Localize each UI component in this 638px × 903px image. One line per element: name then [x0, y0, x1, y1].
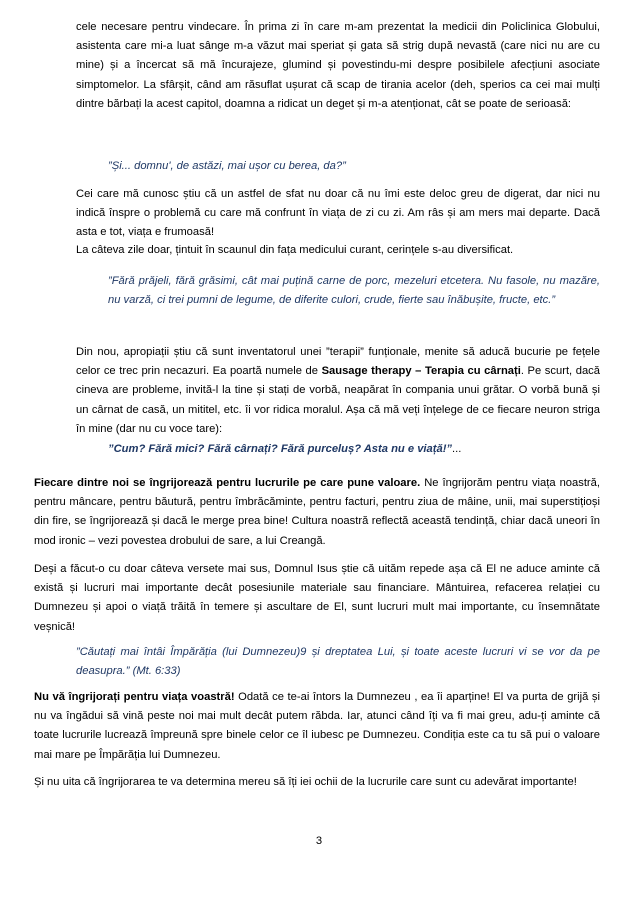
- worry-text: Ne îngrijorăm pentru viața noastră, pentru mâncare, pentru băutură, pentru îmbrăcăminte, pentru facturi, pentru ziua de mâine, unii, mai superstițioși din fire, se îngrijorează și dacă le merge prea bine! Cultura noastră reflectă această tendință, chiar dacă uneori în mod ironic – vezi povestea drobului de sare, a lui Creangă.: [34, 477, 600, 547]
- paragraph-closing: Și nu uita că îngrijorarea te va determina mereu să îți iei ochii de la lucrurile care sunt cu adevărat importante!: [34, 776, 577, 788]
- quote-neuron-ellipsis: ...: [452, 443, 462, 455]
- worry-bold: Fiecare dintre noi se îngrijorează pentru lucrurile pe care pune valoare.: [34, 477, 421, 489]
- paragraph-sausage-therapy: [76, 343, 600, 439]
- paragraph-dont-worry: [34, 688, 600, 765]
- page-number: 3: [315, 835, 323, 847]
- sausage-therapy-bold: Sausage therapy – Terapia cu cârnați: [321, 365, 521, 378]
- paragraph-intro: cele necesare pentru vindecare. În prima zi în care m-am prezentat la medicii din Policlinica Globului, asistenta care mi-a luat sânge m-a văzut mai speriat și gata să strig după nevastă (care nici nu are cu mine) și a încercat să mă încurajeze, glumind și povestindu-mi despre posibilele afecțiuni asociate simptomelor. La sfârșit, când am răsuflat ușurat că scap de tirania acelor (deh, sperios ca cei mai mulți dintre bărbați la acest capitol, doamna a ridicat un deget și m-a atenționat, cât se poate de serioasă:: [76, 21, 600, 110]
- paragraph-doctor: La câteva zile doar, țintuit în scaunul din fața medicului curant, cerințele s-au diversificat.: [76, 244, 514, 256]
- quote-neuron: [108, 440, 600, 459]
- dont-worry-text: Odată ce te-ai întors la Dumnezeu , ea îi aparține! El va purta de grijă și nu va îngădui să vină peste noi mai mult decât putem răbda. Iar, atunci când îți va fi mai greu, adu-ți aminte că toate lucrurile lucrează împreună spre binele celor ce îl iubesc pe Dumnezeu. Condiția este ca tu să pui o valoare mai mare pe Împărăția lui Dumnezeu.: [34, 691, 600, 761]
- sausage-text-1: Din nou, apropiații știu că sunt inventatorul unei ”terapii” funționale, menite să aducă bucurie pe fețele celor ce trec prin necazuri. Ea poartă numele de: [76, 346, 600, 378]
- quote-neuron-text: ”Cum? Fără mici? Fără cârnați? Fără purceluș? Asta nu e viață!”: [108, 443, 453, 455]
- quote-doctor: ”Fără prăjeli, fără grăsimi, cât mai puțină carne de porc, mezeluri etcetera. Nu fasole, nu mazăre, nu varză, ci trei pumni de legume, de diferite culori, crude, fierte sau înăbușite, fructe, etc.”: [108, 275, 600, 307]
- paragraph-advice: Cei care mă cunosc știu că un astfel de sfat nu doar că nu îmi este deloc greu de digerat, dar nici nu indică înspre o problemă cu care mă confrunt în viața de zi cu zi. Am râs și am mers mai departe. Dacă asta e tot, viața e frumoasă!: [76, 188, 600, 239]
- dont-worry-bold: Nu vă îngrijorați pentru viața voastră!: [34, 691, 235, 703]
- sausage-text-2: . Pe scurt, dacă cineva are probleme, invită-l la tine și stați de vorbă, neapărat în compania unui grătar. O vorbă bună și un cârnat de casă, un mititel, etc. îi vor ridica moralul. Așa că mă veți înțelege de ce fiecare neuron striga în mine (dar nu cu voce tare):: [76, 365, 600, 435]
- quote-nurse: ”Și... domnu', de astăzi, mai ușor cu berea, da?”: [108, 160, 346, 172]
- paragraph-worry: [34, 474, 600, 551]
- paragraph-jesus: Deși a făcut-o cu doar câteva versete mai sus, Domnul Isus știe că uităm repede așa că El ne aduce aminte că există și lucruri mai importante decât posesiunile materiale sau financiare. Mântuirea, refacerea relației cu Dumnezeu și apoi o viață trăită în temere și ascultare de El, sunt lucruri mult mai importante, cu însemnătate veșnică!: [34, 563, 600, 633]
- quote-matthew: ”Căutați mai întâi Împărăția (lui Dumnezeu)9 și dreptatea Lui, și toate aceste lucruri vi se vor da pe deasupra.” (Mt. 6:33): [76, 646, 600, 678]
